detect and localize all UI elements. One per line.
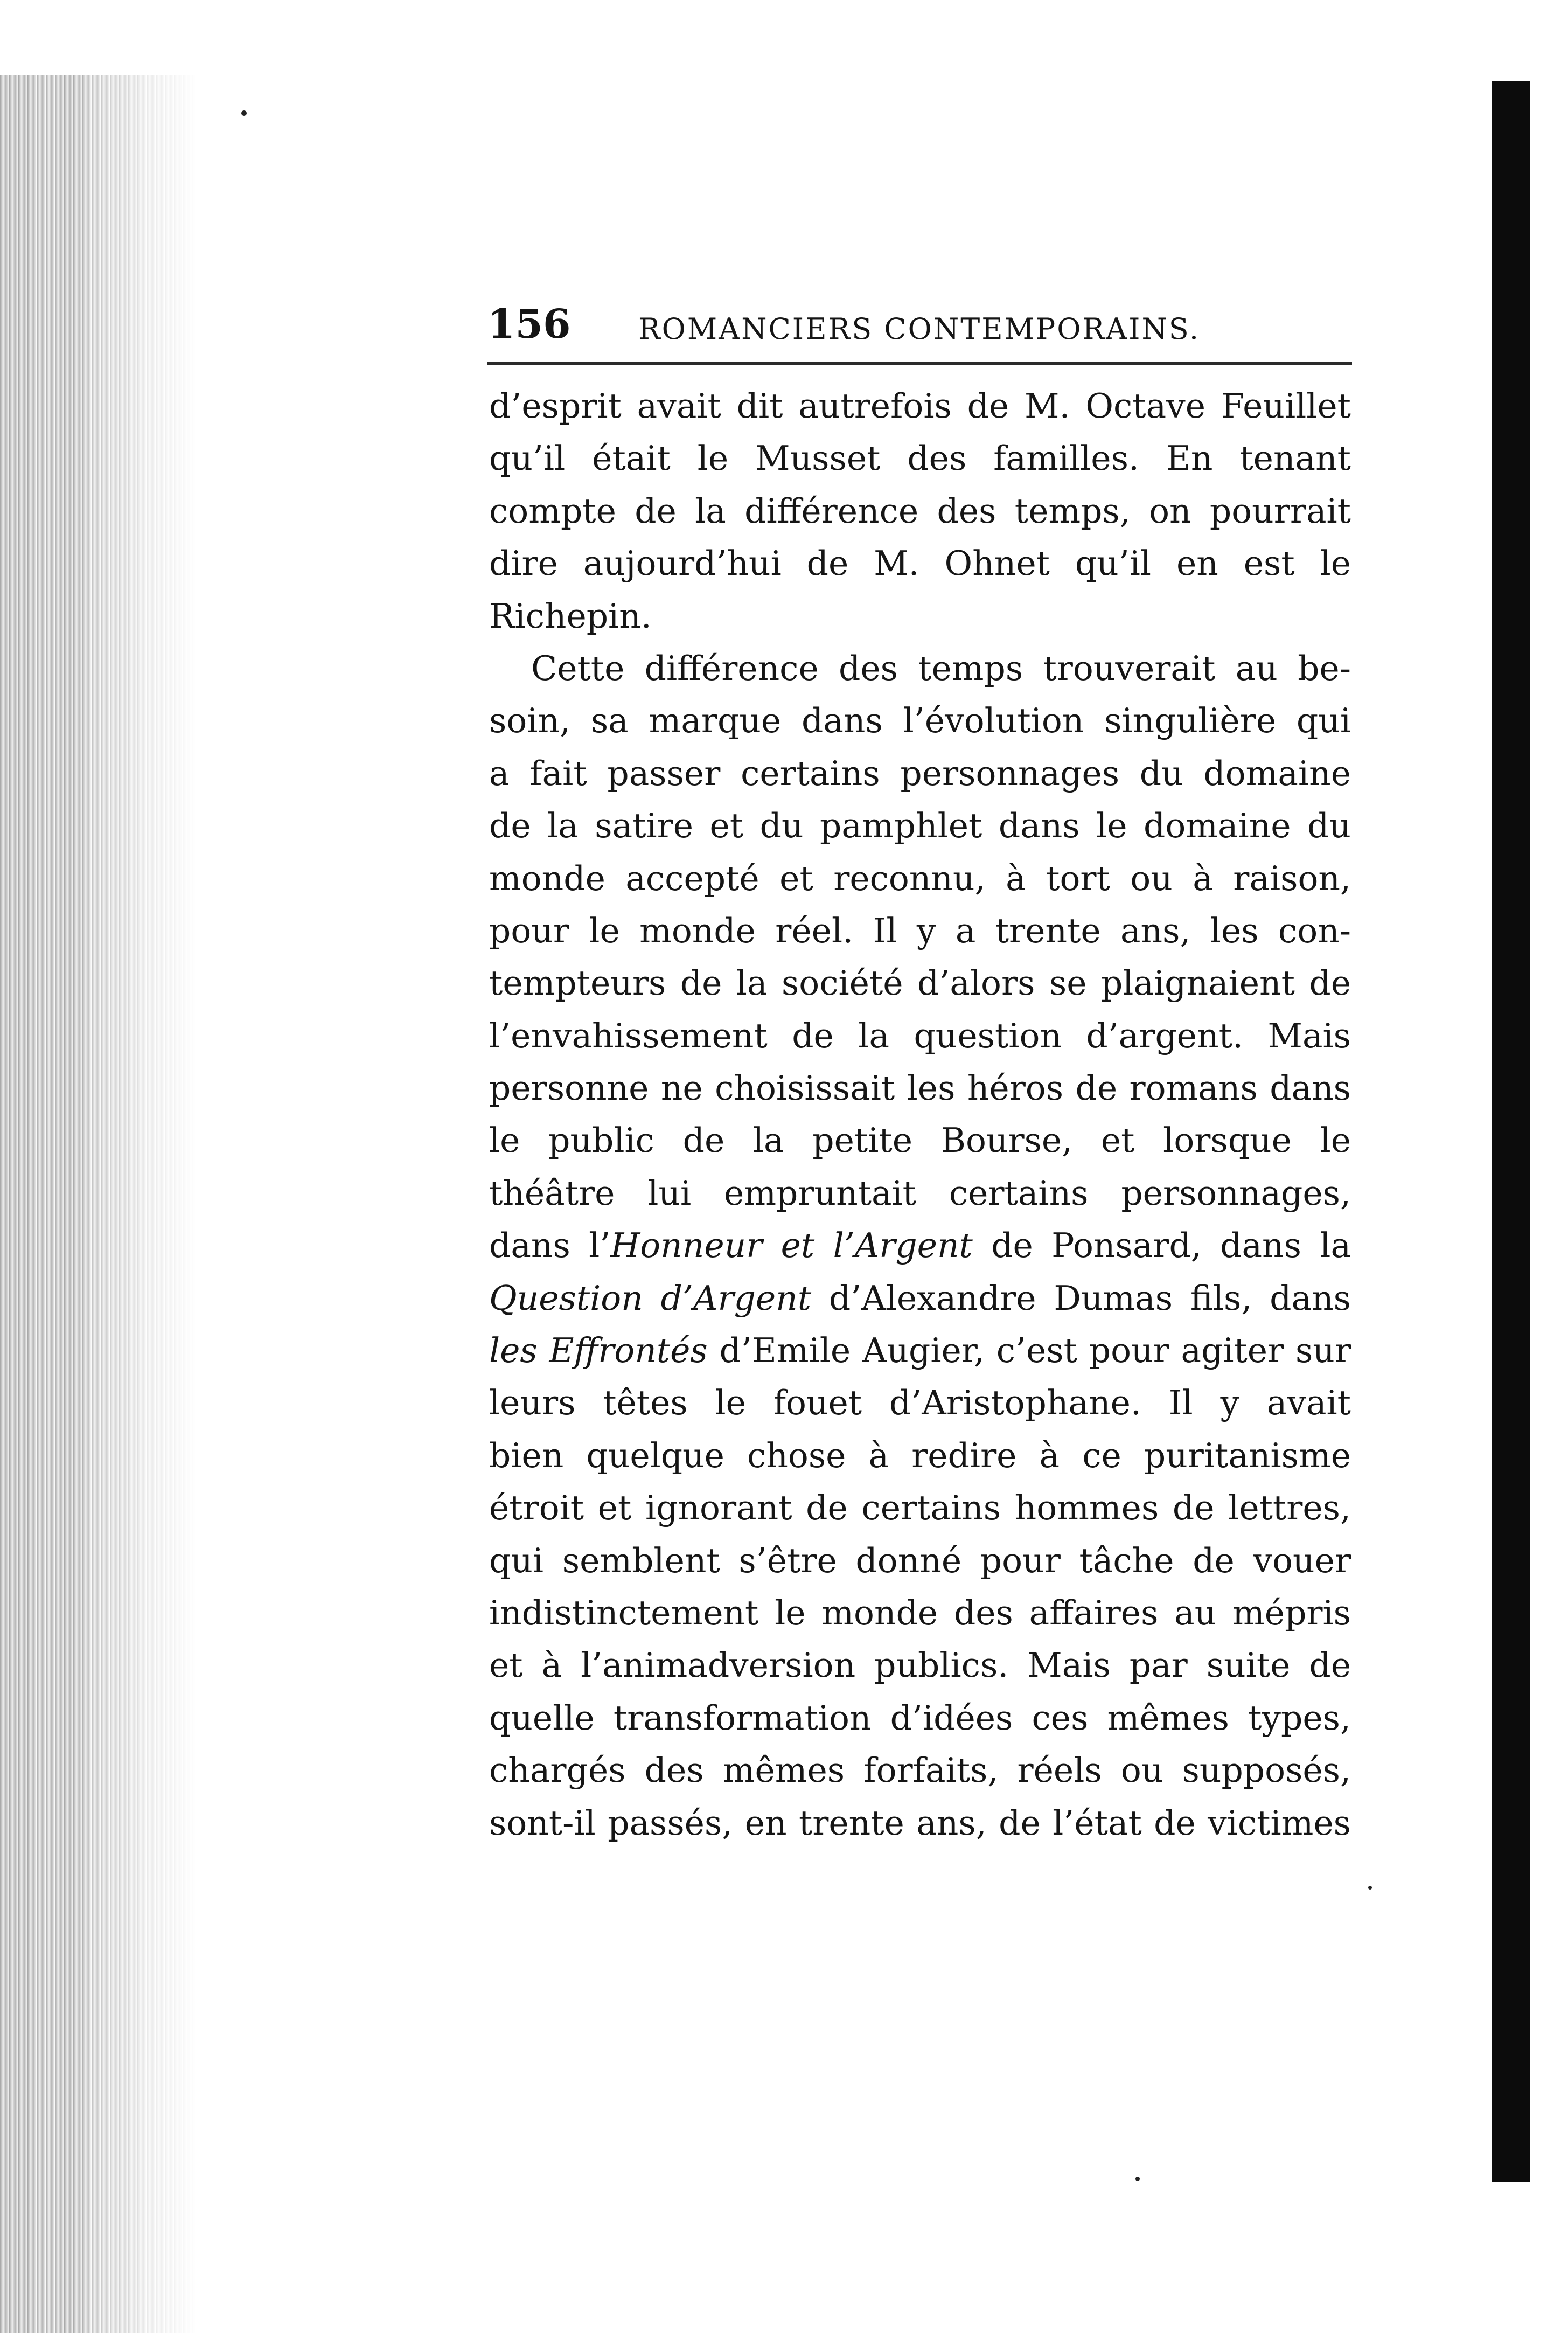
text-line: le public de la petite Bourse, et lorsque le bbox=[489, 1121, 1351, 1161]
italic-title: les Effrontés bbox=[489, 1331, 708, 1371]
italic-title: Honneur et l’Argent bbox=[610, 1226, 973, 1266]
text-line: monde accepté et reconnu, à tort ou à raison, bbox=[489, 858, 1351, 898]
text-line: tempteurs de la société d’alors se plaignaient de bbox=[489, 963, 1351, 1003]
scan-edge-shadow-left bbox=[0, 75, 199, 2333]
text-line: Richepin. bbox=[489, 596, 652, 636]
text-line: de la satire et du pamphlet dans le domaine du bbox=[489, 806, 1351, 846]
text-line: dire aujourd’hui de M. Ohnet qu’il en est le bbox=[489, 544, 1351, 584]
text-line: bien quelque chose à redire à ce puritanisme bbox=[489, 1435, 1351, 1475]
text-line: quelle transformation d’idées ces mêmes types, bbox=[489, 1698, 1351, 1738]
text-line: d’esprit avait dit autrefois de M. Octave Feuillet bbox=[489, 386, 1351, 426]
header-rule bbox=[487, 362, 1352, 365]
text-line: qui semblent s’être donné pour tâche de vouer bbox=[489, 1540, 1351, 1580]
text-line: sont-il passés, en trente ans, de l’état de victimes bbox=[489, 1803, 1351, 1843]
text-line bbox=[489, 1272, 1351, 1324]
page-header bbox=[487, 299, 1352, 350]
text-line: leurs têtes le fouet d’Aristophane. Il y avait bbox=[489, 1383, 1351, 1423]
text-line: pour le monde réel. Il y a trente ans, les con- bbox=[489, 911, 1351, 950]
text-run: dans l’ bbox=[489, 1226, 611, 1266]
text-line: indistinctement le monde des affaires au mépris bbox=[489, 1593, 1351, 1633]
ink-speck bbox=[1135, 2177, 1140, 2181]
scan-edge-bar-right bbox=[1492, 81, 1530, 2182]
running-title: ROMANCIERS CONTEMPORAINS. bbox=[638, 312, 1200, 346]
text-line: étroit et ignorant de certains hommes de lettres, bbox=[489, 1488, 1351, 1528]
text-line: chargés des mêmes forfaits, réels ou supposés, bbox=[489, 1751, 1351, 1790]
text-line: qu’il était le Musset des familles. En tenant bbox=[489, 439, 1351, 478]
ink-speck bbox=[241, 110, 247, 116]
text-run: d’Emile Augier, c’est pour agiter sur bbox=[707, 1331, 1351, 1371]
text-line bbox=[489, 1324, 1351, 1377]
text-line: théâtre lui empruntait certains personnages, bbox=[489, 1173, 1351, 1213]
page-number: 156 bbox=[487, 301, 571, 348]
text-line: et à l’animadversion publics. Mais par suite de bbox=[489, 1645, 1351, 1685]
text-run: d’Alexandre Dumas fils, dans bbox=[811, 1278, 1351, 1318]
text-line: soin, sa marque dans l’évolution singulière qui bbox=[489, 701, 1351, 741]
text-line: a fait passer certains personnages du domaine bbox=[489, 753, 1351, 793]
text-line: personne ne choisissait les héros de romans dans bbox=[489, 1068, 1351, 1108]
text-line: compte de la différence des temps, on pourrait bbox=[489, 491, 1351, 531]
ink-speck bbox=[1368, 1886, 1372, 1890]
text-line bbox=[489, 1219, 1351, 1272]
text-line: l’envahissement de la question d’argent. Mais bbox=[489, 1016, 1351, 1056]
text-line: Cette différence des temps trouverait au be- bbox=[531, 648, 1351, 688]
italic-title: Question d’Argent bbox=[489, 1278, 812, 1318]
text-run: de Ponsard, dans la bbox=[972, 1226, 1351, 1266]
body-text bbox=[489, 380, 1351, 1849]
